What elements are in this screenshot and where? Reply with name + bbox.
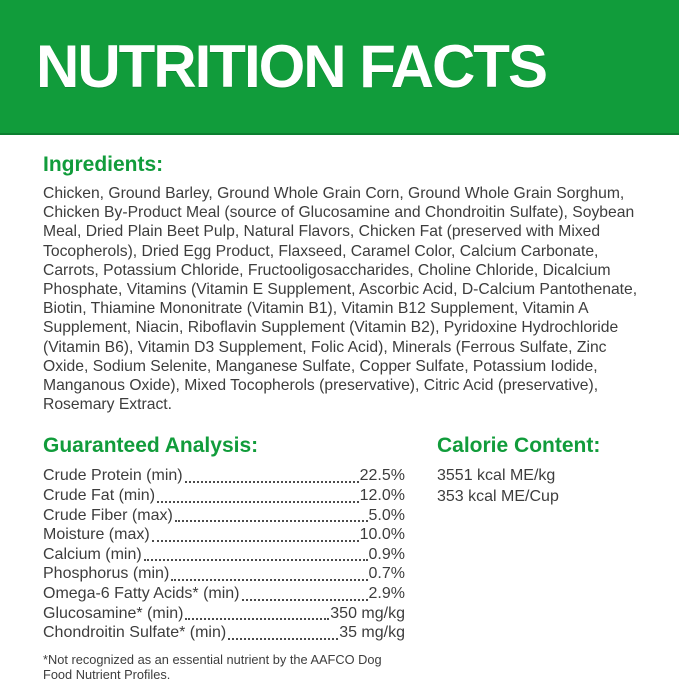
nutrient-value: 35 mg/kg bbox=[339, 624, 405, 642]
calorie-per-cup: 353 kcal ME/Cup bbox=[437, 488, 559, 506]
ingredients-section bbox=[43, 153, 646, 414]
nutrient-label: Omega-6 Fatty Acids* (min) bbox=[43, 585, 240, 602]
aafco-footnote: *Not recognized as an essential nutrient by the AAFCO Dog Food Nutrient Profiles. bbox=[43, 651, 382, 683]
nutrient-label: Crude Fat (min) bbox=[43, 487, 156, 505]
dot-leader bbox=[228, 638, 338, 640]
dot-leader bbox=[185, 618, 329, 620]
nutrient-value: 12.0% bbox=[359, 487, 405, 505]
table-row bbox=[43, 466, 405, 486]
calorie-content-heading: Calorie Content: bbox=[437, 434, 601, 458]
nutrient-value: 0.7% bbox=[368, 565, 405, 583]
guaranteed-analysis-heading: Guaranteed Analysis: bbox=[43, 434, 259, 458]
nutrient-label: Chondroitin Sulfate* (min) bbox=[43, 624, 227, 642]
dot-leader bbox=[175, 520, 368, 522]
dot-leader bbox=[152, 540, 359, 542]
ingredients-heading: Ingredients: bbox=[43, 153, 164, 176]
calorie-values bbox=[437, 466, 600, 507]
header-banner bbox=[0, 0, 679, 135]
dot-leader bbox=[171, 579, 367, 581]
table-row bbox=[43, 486, 405, 506]
nutrient-label: Crude Protein (min) bbox=[43, 467, 183, 485]
table-row bbox=[43, 506, 405, 526]
nutrient-label: Phosphorus (min) bbox=[43, 565, 170, 583]
table-row bbox=[43, 564, 405, 584]
nutrient-value: 0.9% bbox=[368, 545, 405, 563]
ingredients-paragraph: Chicken, Ground Barley, Ground Whole Grain Corn, Ground Whole Grain Sorghum, Chicken By-Product Meal (source of Glucosamine and Chondroitin Sulfate), Soybean Meal, Dried Plain Beet Pulp, Natural Flavors, Chicken Fat (preserved with Mixed Tocopherols), Dried Egg Product, Flaxseed, Caramel Color, Calcium Carbonate, Carrots, Potassium Chloride, Fructooligosaccharides, Choline Chloride, Dicalcium Phosphate, Vitamins (Vitamin E Supplement, Ascorbic Acid, D-Calcium Pantothenate, Biotin, Thiamine Mononitrate (Vitamin B1), Vitamin B12 Supplement, Vitamin A Supplement, Niacin, Riboflavin Supplement (Vitamin B2), Pyridoxine Hydrochloride (Vitamin B6), Vitamin D3 Supplement, Folic Acid), Minerals (Ferrous Sulfate, Zinc Oxide, Sodium Selenite, Manganese Sulfate, Copper Sulfate, Potassium Iodide, Manganous Oxide), Mixed Tocopherols (preservative), Citric Acid (preservative), Rosemary Extract. bbox=[43, 185, 638, 414]
table-row bbox=[43, 604, 405, 624]
table-row bbox=[43, 623, 405, 643]
nutrient-value: 22.5% bbox=[359, 467, 405, 485]
nutrient-value: 10.0% bbox=[359, 526, 405, 544]
guaranteed-analysis-table bbox=[43, 466, 405, 642]
dot-leader bbox=[242, 599, 368, 601]
calorie-content-section bbox=[437, 434, 600, 683]
nutrient-label: Glucosamine* (min) bbox=[43, 604, 184, 622]
dot-leader bbox=[144, 559, 368, 561]
dot-leader bbox=[157, 501, 359, 503]
nutrient-label: Moisture (max) bbox=[43, 526, 150, 544]
table-row bbox=[43, 584, 405, 604]
nutrient-value: 5.0% bbox=[368, 506, 405, 524]
guaranteed-analysis-section bbox=[43, 434, 405, 683]
label-content bbox=[0, 135, 679, 683]
nutrient-label: Calcium (min) bbox=[43, 545, 142, 563]
page-title: NUTRITION FACTS bbox=[36, 33, 546, 100]
nutrient-label: Crude Fiber (max) bbox=[43, 506, 173, 524]
table-row bbox=[43, 525, 405, 545]
calorie-per-kg: 3551 kcal ME/kg bbox=[437, 467, 556, 485]
dot-leader bbox=[185, 481, 359, 483]
nutrient-value: 2.9% bbox=[368, 585, 405, 602]
nutrient-value: 350 mg/kg bbox=[330, 604, 405, 622]
table-row bbox=[43, 545, 405, 565]
analysis-and-calories-row bbox=[43, 434, 646, 683]
